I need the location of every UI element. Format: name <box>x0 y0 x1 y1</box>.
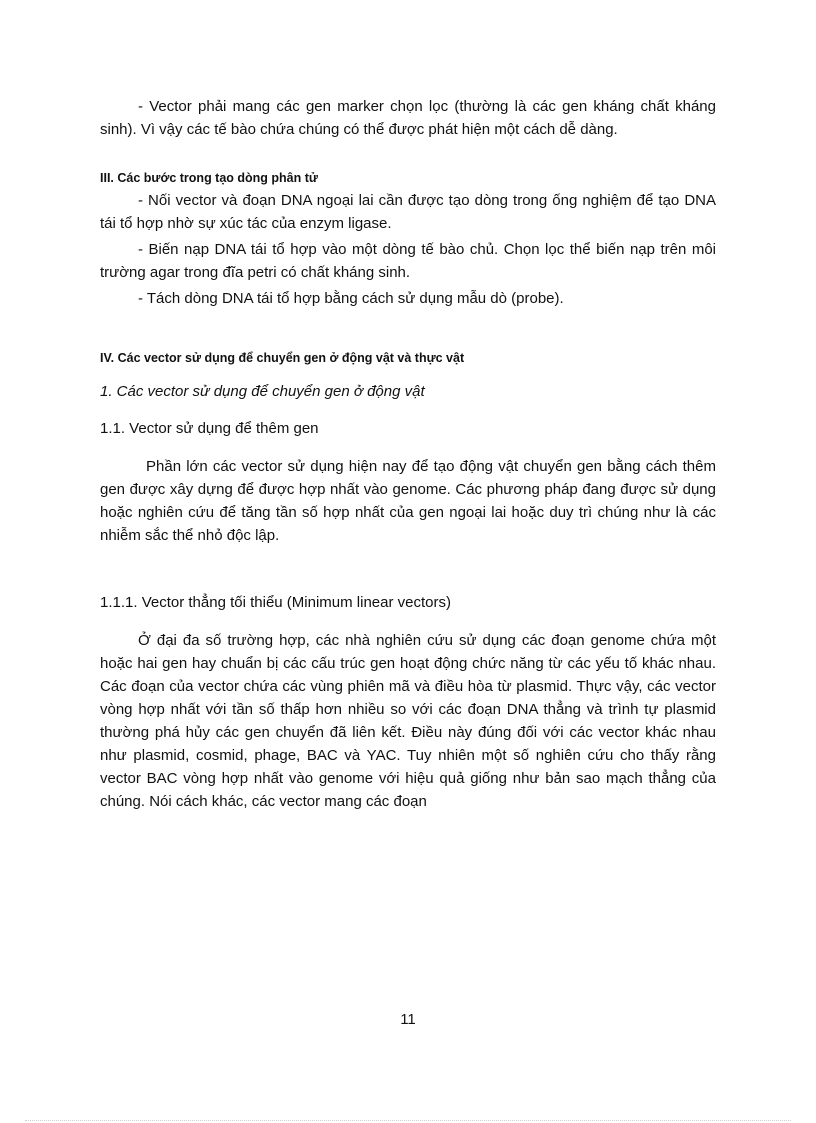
paragraph-transformation: - Biến nạp DNA tái tổ hợp vào một dòng tế bào chủ. Chọn lọc thể biến nạp trên môi trường agar trong đĩa petri có chất kháng sinh. <box>100 241 716 281</box>
subheading-animal-vectors: 1. Các vector sử dụng để chuyển gen ở động vật <box>100 383 425 400</box>
section-heading-iv: IV. Các vector sử dụng để chuyển gen ở động vật và thực vật <box>100 351 465 365</box>
section-heading-iii: III. Các bước trong tạo dòng phân tử <box>100 171 318 185</box>
page-content <box>100 95 716 813</box>
paragraph-ligation: - Nối vector và đoạn DNA ngoại lai cần được tạo dòng trong ống nghiệm để tạo DNA tái tổ hợp nhờ sự xúc tác của enzym ligase. <box>100 192 716 232</box>
paragraph-probe: - Tách dòng DNA tái tổ hợp bằng cách sử dụng mẫu dò (probe). <box>138 290 564 307</box>
page-number: 11 <box>400 1011 416 1028</box>
subheading-gene-addition: 1.1. Vector sử dụng để thêm gen <box>100 420 319 437</box>
paragraph-minimum-linear-vectors: Ở đại đa số trường hợp, các nhà nghiên cứu sử dụng các đoạn genome chứa một hoặc hai gen hay chuẩn bị các cấu trúc gen hoạt động chức năng từ các yếu tố khác nhau. Các đoạn của vector chứa các vùng phiên mã và điều hòa từ plasmid. Thực vậy, các vector vòng hợp nhất với tần số thấp hơn nhiều so với các đoạn DNA thẳng và trình tự plasmid thường phá hủy các gen chuyển đã liên kết. Điều này đúng đối với các vector khác nhau như plasmid, cosmid, phage, BAC và YAC. Tuy nhiên một số nghiên cứu cho thấy rằng vector BAC vòng hợp nhất vào genome với hiệu quả giống như bản sao mạch thẳng của chúng. Nói cách khác, các vector mang các đoạn <box>100 632 716 810</box>
page-bottom-divider <box>25 1120 791 1121</box>
subheading-minimum-linear-vectors: 1.1.1. Vector thẳng tối thiểu (Minimum linear vectors) <box>100 594 451 611</box>
paragraph-gene-addition: Phần lớn các vector sử dụng hiện nay để tạo động vật chuyển gen bằng cách thêm gen được xây dựng để được hợp nhất vào genome. Các phương pháp đang được sử dụng hoặc nghiên cứu để tăng tần số hợp nhất của gen ngoại lai hoặc duy trì chúng như là các nhiễm sắc thể nhỏ độc lập. <box>100 458 716 544</box>
paragraph-vector-marker: - Vector phải mang các gen marker chọn lọc (thường là các gen kháng chất kháng sinh). Vì vậy các tế bào chứa chúng có thể được phát hiện một cách dễ dàng. <box>100 98 716 138</box>
